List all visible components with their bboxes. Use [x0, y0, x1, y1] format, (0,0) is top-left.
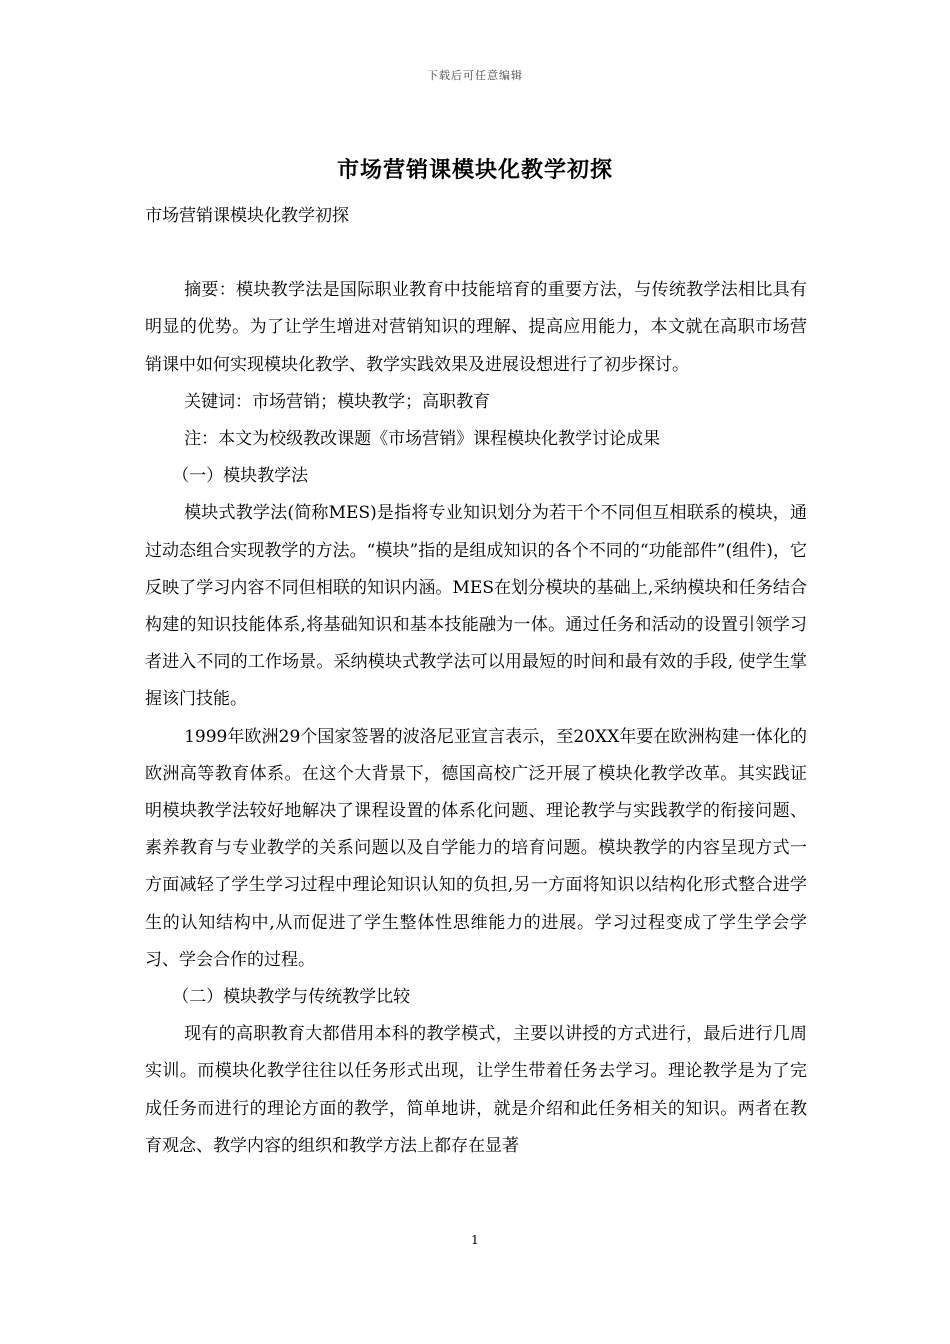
page-number: 1 [471, 1233, 479, 1247]
section-heading-2: （二）模块教学与传统教学比较 [172, 987, 411, 1008]
document-title: 市场营销课模块化教学初探 [336, 157, 613, 183]
body-paragraph: 1999年欧洲29个国家签署的波洛尼亚宣言表示，至20XX年要在欧洲构建一体化的欧洲高等教育体系。在这个大背景下，德国高校广泛开展了模块化教学改革。其实践证明模块教学法较好地解决了课程设置的体系化问题、理论教学与实践教学的衔接问题、素养教育与专业教学的关系问题以及自学能力的培育问题。模块教学的内容呈现方式一方面减轻了学生学习过程中理论知识认知的负担,另一方面将知识以结构化形式整合进学生的认知结构中,从而促进了学生整体性思维能力的进展。学习过程变成了学生学会学习、学会合作的过程。 [145, 726, 807, 970]
keywords-line: 关键词：市场营销；模块教学；高职教育 [184, 391, 491, 412]
abstract-paragraph: 摘要：模块教学法是国际职业教育中技能培育的重要方法，与传统教学法相比具有明显的优势。为了让学生增进对营销知识的理解、提高应用能力，本文就在高职市场营销课中如何实现模块化教学、教学实践效果及进展设想进行了初步探讨。 [145, 280, 807, 375]
page-header: 下载后可任意编辑 [427, 69, 523, 82]
note-line: 注：本文为校级教改课题《市场营销》课程模块化教学讨论成果 [184, 429, 661, 450]
document-body [145, 198, 807, 1165]
blank-line [145, 235, 807, 272]
section-heading-1: （一）模块教学法 [172, 466, 309, 487]
body-paragraph: 模块式教学法(简称MES)是指将专业知识划分为若干个不同但互相联系的模块，通过动态组合实现教学的方法。“模块”指的是组成知识的各个不同的“功能部件”(组件)，它反映了学习内容不同但相联的知识内涵。MES在划分模块的基础上,采纳模块和任务结合构建的知识技能体系,将基础知识和基本技能融为一体。通过任务和活动的设置引领学习者进入不同的工作场景。采纳模块式教学法可以用最短的时间和最有效的手段, 使学生掌握该门技能。 [145, 503, 807, 710]
document-subtitle: 市场营销课模块化教学初探 [145, 206, 349, 226]
body-paragraph: 现有的高职教育大都借用本科的教学模式，主要以讲授的方式进行，最后进行几周实训。而模块化教学往往以任务形式出现，让学生带着任务去学习。理论教学是为了完成任务而进行的理论方面的教学，简单地讲，就是介绍和此任务相关的知识。两者在教育观念、教学内容的组织和教学方法上都存在显著 [145, 1024, 807, 1156]
